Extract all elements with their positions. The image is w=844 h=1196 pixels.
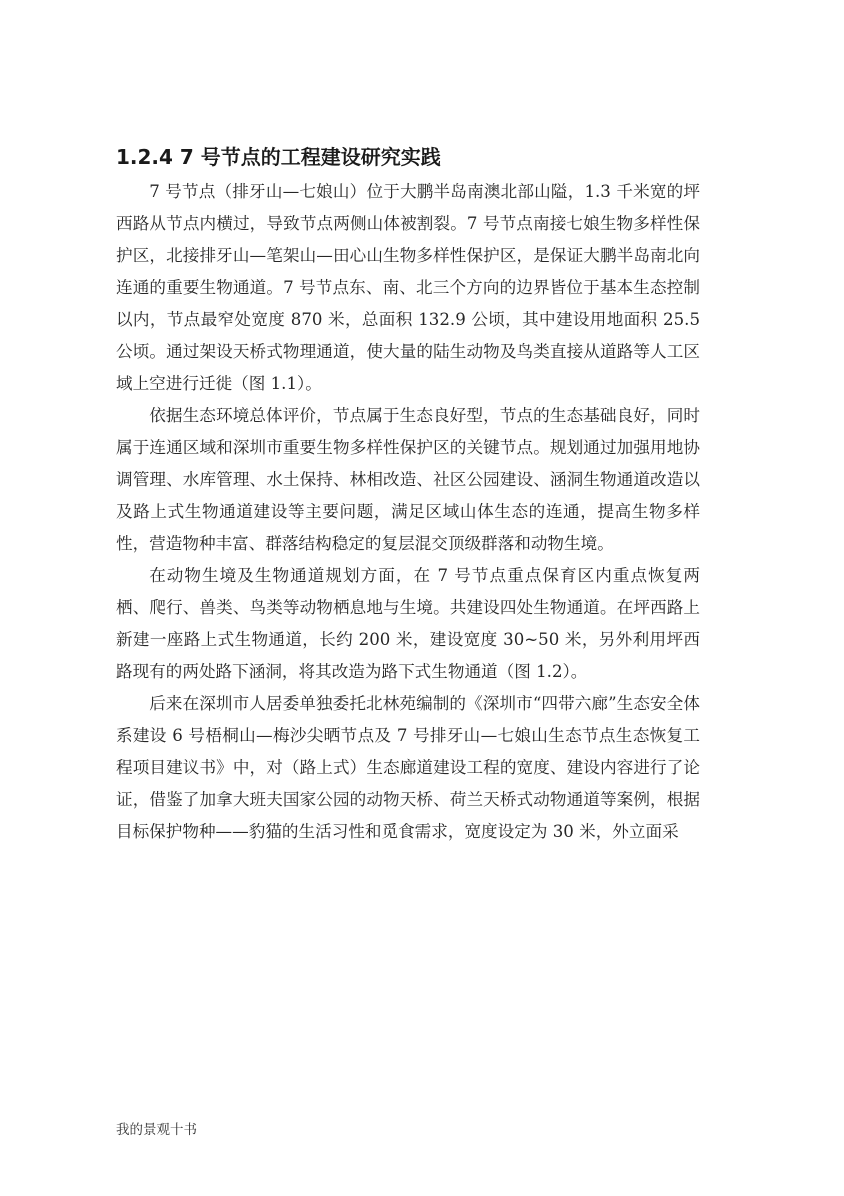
paragraph: 依据生态环境总体评价，节点属于生态良好型，节点的生态基础良好，同时属于连通区域和深圳市重要生物多样性保护区的关键节点。规划通过加强用地协调管理、水库管理、水土保持、林相改造、社区公园建设、涵洞生物通道改造以及路上式生物通道建设等主要问题，满足区域山体生态的连通，提高生物多样性，营造物种丰富、群落结构稳定的复层混交顶级群落和动物生境。 — [116, 406, 700, 553]
section-title: 1.2.4 7 号节点的工程建设研究实践 — [116, 145, 441, 169]
paragraph: 7 号节点（排牙山—七娘山）位于大鹏半岛南澳北部山隘，1.3 千米宽的坪西路从节点内横过，导致节点两侧山体被割裂。7 号节点南接七娘生物多样性保护区，北接排牙山—笔架山—田心山生物多样性保护区，是保证大鹏半岛南北向连通的重要生物通道。7 号节点东、南、北三个方向的边界皆位于基本生态控制以内，节点最窄处宽度 870 米，总面积 132.9 公顷，其中建设用地面积 25.5 公顷。通过架设天桥式物理通道，使大量的陆生动物及鸟类直接从道路等人工区域上空进行迁徙（图 1.1）。 — [116, 182, 700, 393]
paragraph: 在动物生境及生物通道规划方面，在 7 号节点重点保育区内重点恢复两栖、爬行、兽类、鸟类等动物栖息地与生境。共建设四处生物通道。在坪西路上新建一座路上式生物通道，长约 200 米，建设宽度 30~50 米，另外利用坪西路现有的两处路下涵洞，将其改造为路下式生物通道（图 1.2）。 — [116, 566, 700, 681]
paragraph: 后来在深圳市人居委单独委托北林苑编制的《深圳市“四带六廊”生态安全体系建设 6 号梧桐山—梅沙尖晒节点及 7 号排牙山—七娘山生态节点生态恢复工程项目建议书》中，对（路上式）生态廊道建设工程的宽度、建设内容进行了论证，借鉴了加拿大班夫国家公园的动物天桥、荷兰天桥式动物通道等案例，根据目标保护物种——豹猫的生活习性和觅食需求，宽度设定为 30 米，外立面采 — [116, 694, 700, 841]
footer-book-title: 我的景观十书 — [116, 1122, 197, 1138]
body-text — [116, 176, 700, 848]
